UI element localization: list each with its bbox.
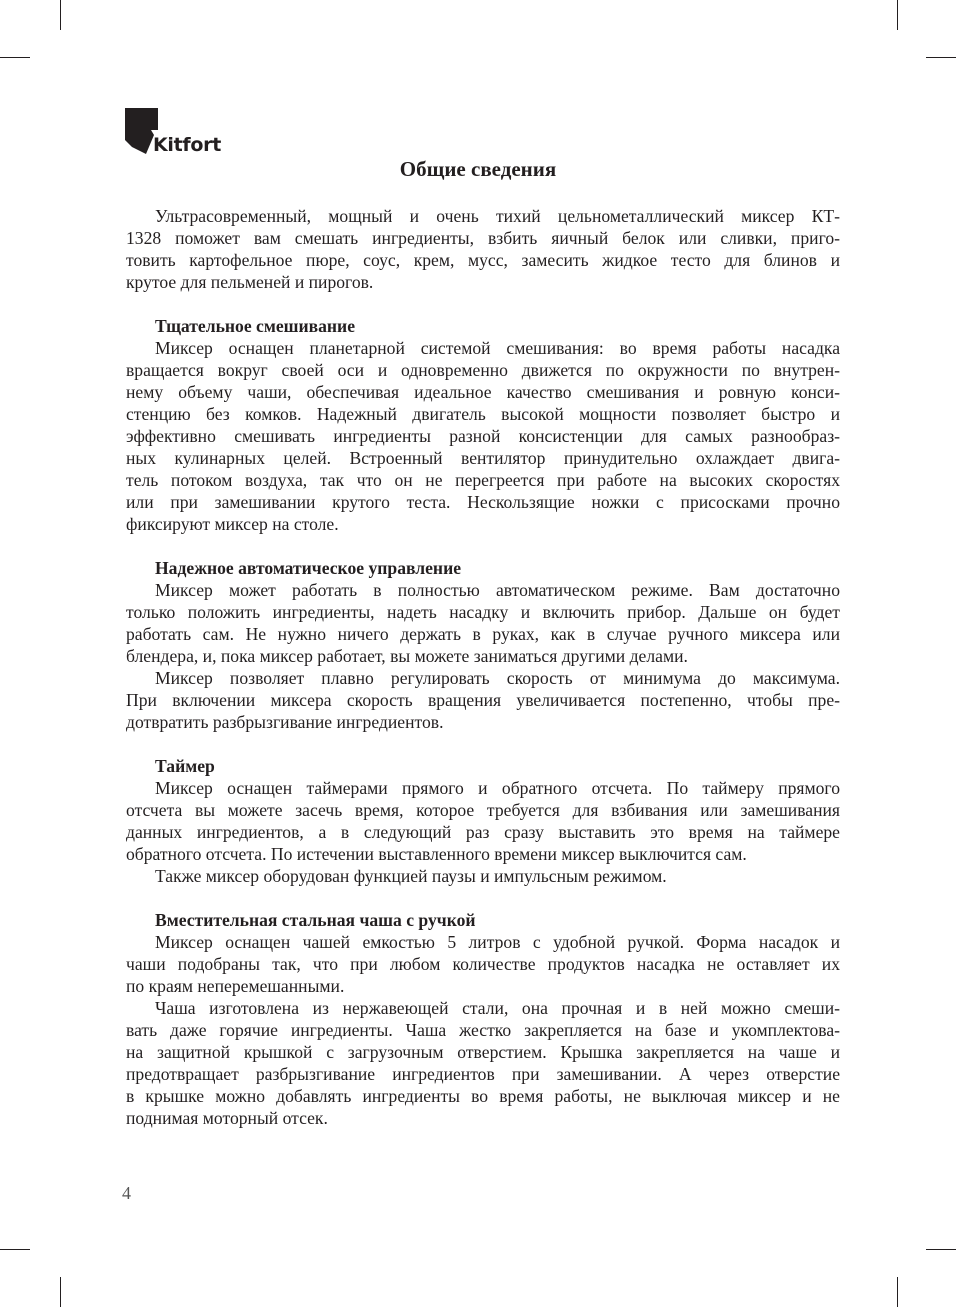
section-gap — [126, 887, 840, 909]
text-line: Ультрасовременный, мощный и очень тихий цельнометаллический миксер КТ- — [155, 206, 840, 226]
text-line: вать даже горячие ингредиенты. Чаша жестко закрепляется на базе и укомплектова- — [126, 1020, 840, 1040]
page-number: 4 — [122, 1183, 131, 1203]
text-line: Миксер оснащен таймерами прямого и обратного отсчета. По таймеру прямого — [155, 778, 840, 798]
paragraph — [126, 931, 840, 997]
text-line: стенцию без комков. Надежный двигатель высокой мощности позволяет быстро и — [126, 404, 840, 424]
document-body — [126, 205, 840, 1129]
page-title: Общие сведения — [399, 157, 557, 181]
text-line: данных ингредиентов, а в следующий раз сразу выставить это время на таймере — [126, 822, 840, 842]
crop-mark — [0, 57, 30, 58]
text-line: При включении миксера скорость вращения увеличивается постепенно, чтобы пре- — [126, 690, 840, 710]
text-line: Миксер позволяет плавно регулировать скорость от минимума до максимума. — [155, 668, 840, 688]
text-line: фиксируют миксер на столе. — [126, 514, 339, 534]
text-line: только положить ингредиенты, надеть насадку и включить прибор. Дальше он будет — [126, 602, 840, 622]
crop-mark — [60, 0, 61, 30]
crop-mark — [0, 1249, 30, 1250]
text-line: по краям неперемешанными. — [126, 976, 345, 996]
paragraph — [126, 667, 840, 733]
paragraph — [126, 205, 840, 293]
section — [126, 755, 840, 887]
section-gap — [126, 293, 840, 315]
text-line: эффективно смешивать ингредиенты разной консистенции для самых разнообраз- — [126, 426, 840, 446]
text-line: блендера, и, пока миксер работает, вы можете заниматься другими делами. — [126, 646, 688, 666]
text-line: 1328 поможет вам смешать ингредиенты, взбить яичный белок или сливки, приго- — [126, 228, 840, 248]
crop-mark — [926, 57, 956, 58]
text-line: нему объему чаши, обеспечивая идеальное качество смешивания и ровную конси- — [126, 382, 840, 402]
brand-name: Kitfort — [153, 134, 221, 156]
paragraph — [126, 777, 840, 865]
text-line: Также миксер оборудован функцией паузы и импульсным режимом. — [155, 866, 667, 886]
text-line: отсчета вы можете засечь время, которое требуется для взбивания или замешивания — [126, 800, 840, 820]
paragraph — [126, 865, 840, 887]
text-line: крутое для пельменей и пирогов. — [126, 272, 374, 292]
section-heading: Тщательное смешивание — [155, 316, 355, 336]
text-line: чаши подобраны так, что при любом количестве продуктов насадка не оставляет их — [126, 954, 840, 974]
section-gap — [126, 733, 840, 755]
text-line: Миксер может работать в полностью автоматическом режиме. Вам достаточно — [155, 580, 840, 600]
paragraph — [126, 337, 840, 535]
text-line: в крышке можно добавлять ингредиенты во время работы, не выключая миксер и не — [126, 1086, 840, 1106]
text-line: тель потоком воздуха, так что он не перегреется при работе на высоких скоростях — [126, 470, 840, 490]
text-line: Чаша изготовлена из нержавеющей стали, она прочная и в ней можно смеши- — [155, 998, 840, 1018]
text-line: или при замешивании крутого теста. Нескользящие ножки с присосками прочно — [126, 492, 840, 512]
section-heading: Надежное автоматическое управление — [155, 558, 462, 578]
section — [126, 205, 840, 293]
section — [126, 557, 840, 733]
paragraph — [126, 579, 840, 667]
text-line: дотвратить разбрызгивание ингредиентов. — [126, 712, 444, 732]
crop-mark — [897, 1277, 898, 1307]
crop-mark — [926, 1249, 956, 1250]
text-line: Миксер оснащен планетарной системой смешивания: во время работы насадка — [155, 338, 840, 358]
text-line: на защитной крышкой с загрузочным отверстием. Крышка закрепляется на чаше и — [126, 1042, 840, 1062]
section-heading: Таймер — [155, 756, 215, 776]
section — [126, 909, 840, 1129]
text-line: товить картофельное пюре, соус, крем, мусс, замесить жидкое тесто для блинов и — [126, 250, 840, 270]
text-line: предотвращает разбрызгивание ингредиентов при замешивании. А через отверстие — [126, 1064, 840, 1084]
text-line: вращается вокруг своей оси и одновременно движется по окружности по внутрен- — [126, 360, 840, 380]
section-gap — [126, 535, 840, 557]
text-line: Миксер оснащен чашей емкостью 5 литров с удобной ручкой. Форма насадок и — [155, 932, 840, 952]
text-line: поднимая моторный отсек. — [126, 1108, 328, 1128]
text-line: обратного отсчета. По истечении выставленного времени миксер выключится сам. — [126, 844, 747, 864]
section-heading: Вместительная стальная чаша с ручкой — [155, 910, 476, 930]
crop-mark — [60, 1277, 61, 1307]
paragraph — [126, 997, 840, 1129]
crop-mark — [897, 0, 898, 30]
text-line: ных кулинарных целей. Встроенный вентилятор принудительно охлаждает двига- — [126, 448, 840, 468]
text-line: работать сам. Не нужно ничего держать в руках, как в случае ручного миксера или — [126, 624, 840, 644]
section — [126, 315, 840, 535]
